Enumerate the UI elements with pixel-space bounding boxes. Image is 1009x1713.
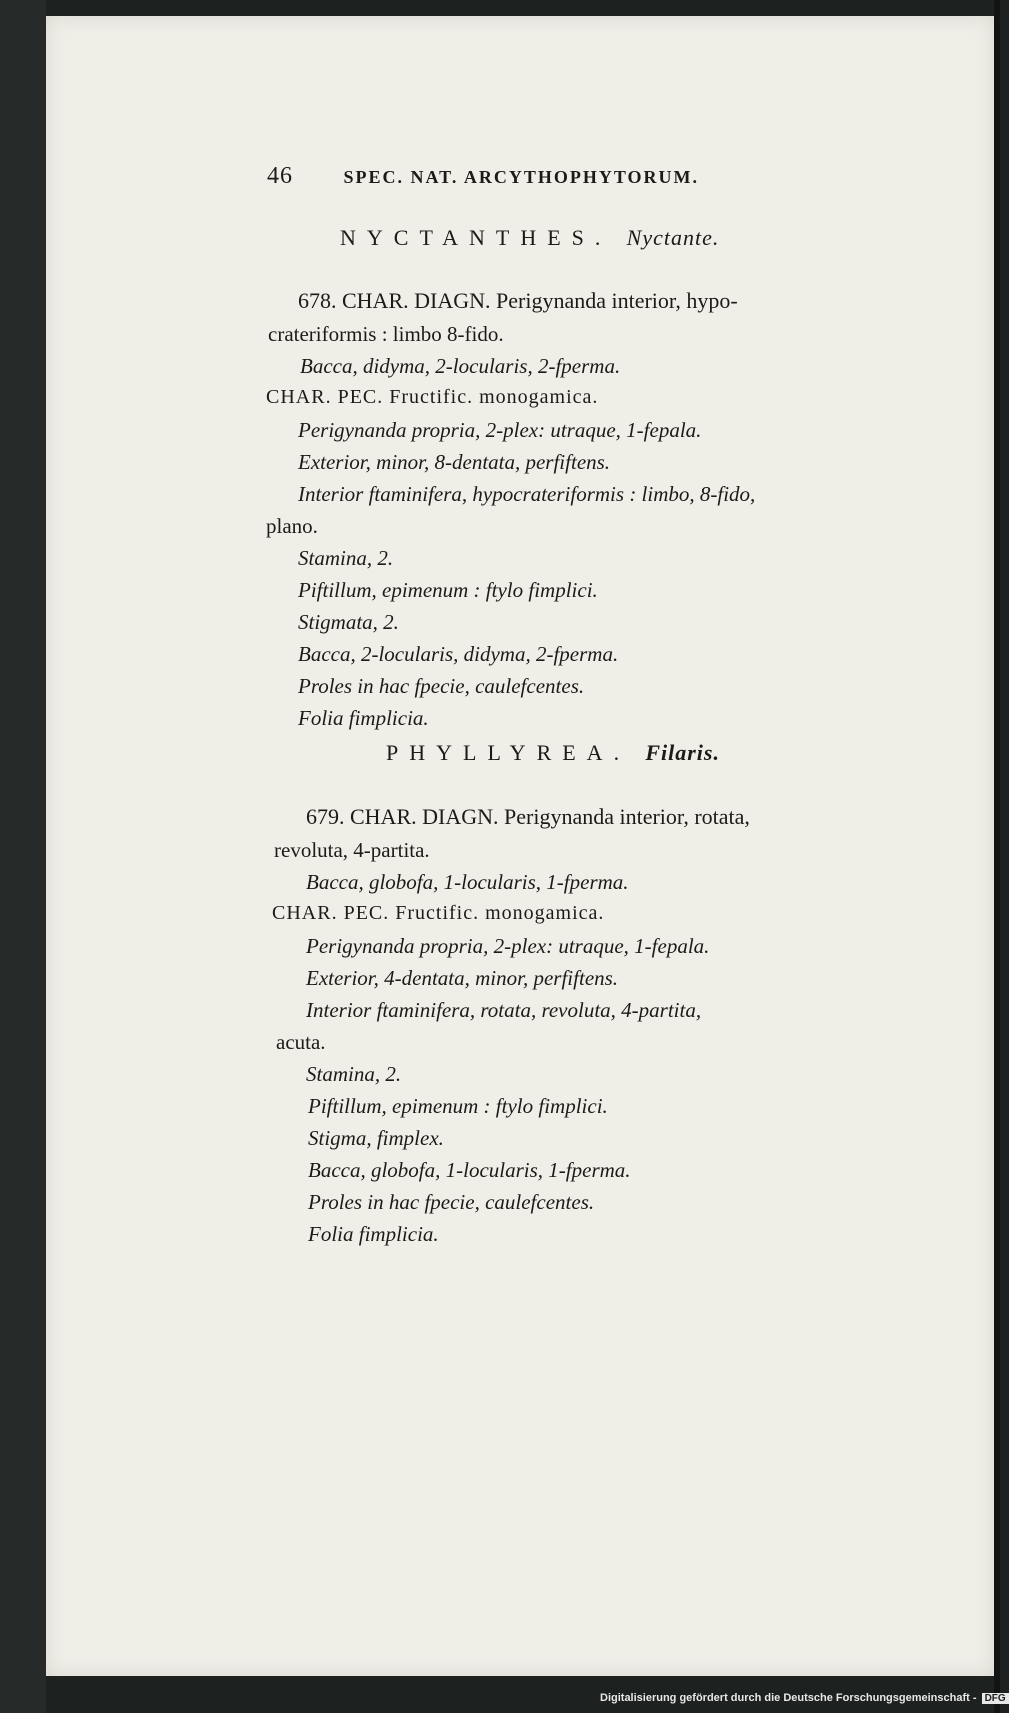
entry-679-line-9: Stamina, 2. bbox=[306, 1062, 402, 1086]
entry-679-line-8: acuta. bbox=[276, 1030, 326, 1054]
entry-678-line-10: Piftillum, epimenum : ftylo fimplici. bbox=[298, 578, 598, 602]
genus-heading-phyllyrea bbox=[386, 740, 720, 766]
entry-679-line-14: Folia fimplicia. bbox=[308, 1222, 439, 1246]
entry-679-line-3: Bacca, globofa, 1-locularis, 1-fperma. bbox=[306, 870, 629, 894]
entry-678-line-13: Proles in hac fpecie, caulefcentes. bbox=[298, 674, 585, 698]
entry-679-line-10: Piftillum, epimenum : ftylo fimplici. bbox=[308, 1094, 608, 1118]
entry-679-line-5: Perigynanda propria, 2-plex: utraque, 1-fepala. bbox=[306, 934, 710, 958]
entry-679-line-11: Stigma, fimplex. bbox=[308, 1126, 444, 1150]
credit-text: Digitalisierung gefördert durch die Deutsche Forschungsgemeinschaft - bbox=[600, 1692, 977, 1704]
entry-679-line-13: Proles in hac fpecie, caulefcentes. bbox=[308, 1190, 595, 1214]
digitization-credit bbox=[600, 1692, 1009, 1704]
entry-678-line-5: Perigynanda propria, 2-plex: utraque, 1-fepala. bbox=[298, 418, 702, 442]
book-page bbox=[46, 16, 994, 1676]
entry-678-line-9: Stamina, 2. bbox=[298, 546, 394, 570]
page-edge bbox=[994, 0, 1000, 1713]
entry-678-line-14: Folia fimplicia. bbox=[298, 706, 429, 730]
entry-679-line-6: Exterior, 4-dentata, minor, perfiftens. bbox=[306, 966, 619, 990]
entry-679-line-4: CHAR. PEC. Fructific. monogamica. bbox=[272, 902, 605, 924]
running-title: SPEC. NAT. ARCYTHOPHYTORUM. bbox=[343, 167, 700, 187]
entry-679-line-12: Bacca, globofa, 1-locularis, 1-fperma. bbox=[308, 1158, 631, 1182]
entry-679-line-2: revoluta, 4-partita. bbox=[274, 838, 430, 862]
book-spine bbox=[0, 0, 46, 1713]
entry-678-line-6: Exterior, minor, 8-dentata, perfiftens. bbox=[298, 450, 611, 474]
running-header bbox=[267, 163, 699, 190]
entry-679-line-7: Interior ftaminifera, rotata, revoluta, 4-partita, bbox=[306, 998, 702, 1022]
genus-heading-nyctanthes bbox=[340, 225, 719, 251]
entry-678-line-8: plano. bbox=[266, 514, 318, 538]
entry-678-line-4: CHAR. PEC. Fructific. monogamica. bbox=[266, 386, 599, 408]
entry-678-line-1: 678. CHAR. DIAGN. Perigynanda interior, hypo- bbox=[298, 288, 738, 313]
entry-679-line-1: 679. CHAR. DIAGN. Perigynanda interior, rotata, bbox=[306, 804, 750, 829]
entry-678-line-12: Bacca, 2-locularis, didyma, 2-fperma. bbox=[298, 642, 619, 666]
page-number: 46 bbox=[267, 163, 293, 189]
genus-name: NYCTANTHES. bbox=[340, 225, 612, 250]
entry-678-line-7: Interior ftaminifera, hypocrateriformis : limbo, 8-fido, bbox=[298, 482, 756, 506]
genus-name: PHYLLYREA. bbox=[386, 740, 631, 765]
dfg-logo: DFG bbox=[982, 1693, 1009, 1704]
entry-678-line-2: crateriformis : limbo 8-fido. bbox=[268, 322, 504, 346]
entry-678-line-3: Bacca, didyma, 2-locularis, 2-fperma. bbox=[300, 354, 621, 378]
genus-common-name: Filaris. bbox=[645, 740, 720, 765]
genus-common-name: Nyctante. bbox=[626, 225, 720, 250]
entry-678-line-11: Stigmata, 2. bbox=[298, 610, 399, 634]
